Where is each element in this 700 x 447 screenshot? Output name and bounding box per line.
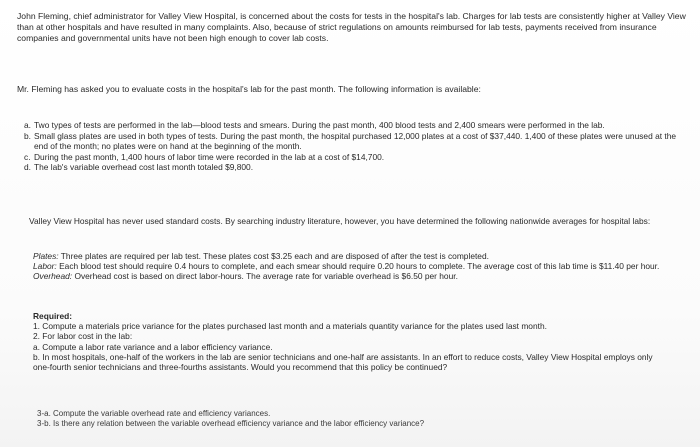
list-item-label: c. (24, 151, 31, 162)
standard-text: Three plates are required per lab test. These plates cost $3.25 each and are disposed of after the test is completed. (60, 251, 489, 261)
standard-heading: Plates: (33, 251, 59, 261)
standard-heading: Overhead: (33, 271, 73, 282)
list-item-text: Two types of tests are performed in the lab—blood tests and smears. During the past month, 400 blood tests and 2,400 smears were performed in the lab. (34, 120, 605, 130)
list-item-label: a. (24, 120, 31, 130)
standards-intro-paragraph: Valley View Hospital has never used standard costs. By searching industry literature, however, you have determined the following nationwide averages for hospital labs: (29, 216, 651, 226)
list-item-text: During the past month, 1,400 hours of labor time were recorded in the lab at a cost of $14,700. (34, 151, 385, 162)
question-3-section (37, 409, 657, 429)
standard-text: Overhead cost is based on direct labor-hours. The average rate for variable overhead is $6.50 per hour. (74, 271, 458, 282)
facts-list (24, 120, 684, 173)
question-2a: a. Compute a labor rate variance and a labor efficiency variance. (33, 341, 273, 352)
question-3a: 3-a. Compute the variable overhead rate and efficiency variances. (37, 409, 271, 418)
standard-heading: Labor: (33, 261, 57, 272)
list-item-text: Small glass plates are used in both types of tests. During the past month, the hospital purchased 12,000 plates at a cost of $37,440. 1,400 of these plates were unused at the end of the month; no plates were on hand at the beginning of the month. (34, 130, 677, 152)
list-item (24, 162, 684, 173)
standard-plates (33, 251, 663, 261)
standard-labor (33, 261, 663, 271)
list-item-label: b. (24, 130, 31, 141)
question-2: 2. For labor cost in the lab: (33, 331, 133, 342)
list-item-label: d. (24, 162, 31, 173)
ask-paragraph: Mr. Fleming has asked you to evaluate costs in the hospital's lab for the past month. The following information is available: (17, 84, 481, 94)
standards-section (33, 251, 663, 282)
required-title: Required: (33, 311, 73, 321)
question-1: 1. Compute a materials price variance for the plates purchased last month and a materials quantity variance for the plates used last month. (33, 321, 547, 332)
question-3b: 3-b. Is there any relation between the variable overhead efficiency variance and the labor efficiency variance? (37, 418, 425, 428)
list-item (24, 152, 684, 163)
list-item-text: The lab's variable overhead cost last month totaled $9,800. (34, 162, 254, 173)
question-2b: b. In most hospitals, one-half of the workers in the lab are senior technicians and one-half are assistants. In an effort to reduce costs, Valley View Hospital employs only one-fourth senior technicians and three-fourths assistants. Would you recommend that this policy be continued? (33, 351, 653, 373)
standard-overhead (33, 271, 663, 281)
intro-paragraph: John Fleming, chief administrator for Valley View Hospital, is concerned about the costs for tests in the hospital's lab. Charges for lab tests are consistently higher at Valley View than at other hospitals and have resulted in many complaints. Also, because of strict regulations on amounts reimbursed for lab tests, payments received from insurance companies and governmental units have not been high enough to cover lab costs. (17, 11, 686, 43)
list-item (24, 120, 684, 131)
standard-text: Each blood test should require 0.4 hours to complete, and each smear should require 0.20 hours to complete. The average cost of this lab time is $11.40 per hour. (59, 261, 660, 272)
list-item (24, 131, 684, 152)
required-section (33, 311, 663, 372)
